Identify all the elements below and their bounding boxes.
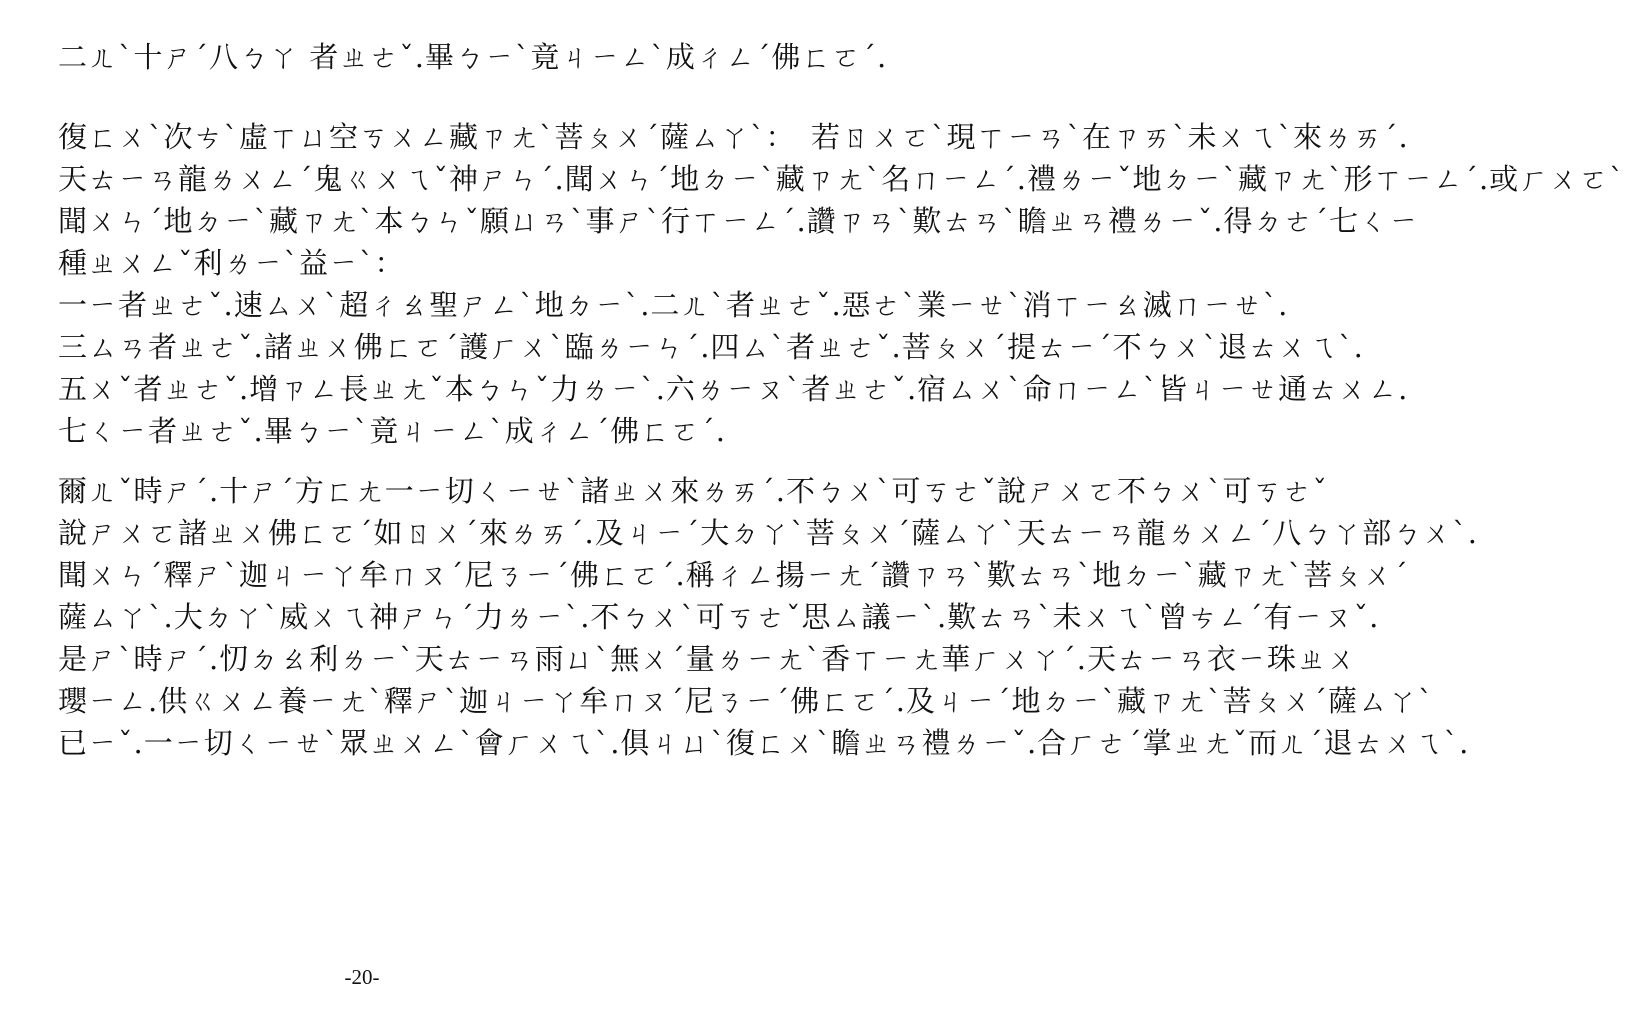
text-line: 復ㄈㄨˋ次ㄘˋ虛ㄒㄩ空ㄎㄨㄥ藏ㄗㄤˋ菩ㄆㄨˊ薩ㄙㄚˋ： 若ㄖㄨㄛˋ現ㄒㄧㄢˋ在ㄗㄞˋ未ㄨㄟˋ來ㄌㄞˊ. <box>58 120 1409 154</box>
text-line: 已ㄧˇ.一ㄧ切ㄑㄧㄝˋ眾ㄓㄨㄥˋ會ㄏㄨㄟˋ.俱ㄐㄩˋ復ㄈㄨˋ瞻ㄓㄢ禮ㄌㄧˇ.合ㄏㄜˊ掌ㄓㄤˇ而ㄦˊ退ㄊㄨㄟˋ. <box>58 726 1470 760</box>
text-line: 七ㄑㄧ者ㄓㄜˇ.畢ㄅㄧˋ竟ㄐㄧㄥˋ成ㄔㄥˊ佛ㄈㄛˊ. <box>58 414 726 448</box>
paragraph-2 <box>58 116 1625 452</box>
text-line: 瓔ㄧㄥ.供ㄍㄨㄥ養ㄧㄤˋ釋ㄕˋ迦ㄐㄧㄚ牟ㄇㄡˊ尼ㄋㄧˊ佛ㄈㄛˊ.及ㄐㄧˊ地ㄉㄧˋ藏ㄗㄤˋ菩ㄆㄨˊ薩ㄙㄚˋ <box>58 684 1434 718</box>
text-line: 是ㄕˋ時ㄕˊ.忉ㄉㄠ利ㄌㄧˋ天ㄊㄧㄢ雨ㄩˋ無ㄨˊ量ㄌㄧㄤˋ香ㄒㄧㄤ華ㄏㄨㄚˊ.天ㄊㄧㄢ衣ㄧ珠ㄓㄨ <box>58 642 1357 676</box>
text-line: 二ㄦˋ十ㄕˊ八ㄅㄚ 者ㄓㄜˇ.畢ㄅㄧˋ竟ㄐㄧㄥˋ成ㄔㄥˊ佛ㄈㄛˊ. <box>58 40 888 74</box>
text-line: 聞ㄨㄣˊ地ㄉㄧˋ藏ㄗㄤˋ本ㄅㄣˇ願ㄩㄢˋ事ㄕˋ行ㄒㄧㄥˊ.讚ㄗㄢˋ歎ㄊㄢˋ瞻ㄓㄢ禮ㄌㄧˇ.得ㄉㄜˊ七ㄑㄧ <box>58 204 1419 238</box>
text-line: 一ㄧ者ㄓㄜˇ.速ㄙㄨˋ超ㄔㄠ聖ㄕㄥˋ地ㄉㄧˋ.二ㄦˋ者ㄓㄜˇ.惡ㄜˋ業ㄧㄝˋ消ㄒㄧㄠ滅ㄇㄧㄝˋ. <box>58 288 1289 322</box>
text-line: 種ㄓㄨㄥˇ利ㄌㄧˋ益ㄧˋ： <box>58 246 405 280</box>
paragraph-1 <box>58 36 888 78</box>
text-line: 薩ㄙㄚˋ.大ㄉㄚˋ威ㄨㄟ神ㄕㄣˊ力ㄌㄧˋ.不ㄅㄨˋ可ㄎㄜˇ思ㄙ議ㄧˋ.歎ㄊㄢˋ未ㄨㄟˋ曾ㄘㄥˊ有ㄧㄡˇ. <box>58 600 1380 634</box>
page-number: -20- <box>344 965 380 989</box>
text-line: 聞ㄨㄣˊ釋ㄕˋ迦ㄐㄧㄚ牟ㄇㄡˊ尼ㄋㄧˊ佛ㄈㄛˊ.稱ㄔㄥ揚ㄧㄤˊ讚ㄗㄢˋ歎ㄊㄢˋ地ㄉㄧˋ藏ㄗㄤˋ菩ㄆㄨˊ <box>58 558 1409 592</box>
text-line: 三ㄙㄢ者ㄓㄜˇ.諸ㄓㄨ佛ㄈㄛˊ護ㄏㄨˋ臨ㄌㄧㄣˊ.四ㄙˋ者ㄓㄜˇ.菩ㄆㄨˊ提ㄊㄧˊ不ㄅㄨˋ退ㄊㄨㄟˋ. <box>58 330 1364 364</box>
text-line: 說ㄕㄨㄛ諸ㄓㄨ佛ㄈㄛˊ如ㄖㄨˊ來ㄌㄞˊ.及ㄐㄧˊ大ㄉㄚˋ菩ㄆㄨˊ薩ㄙㄚˋ天ㄊㄧㄢ龍ㄌㄨㄥˊ八ㄅㄚ部ㄅㄨˋ. <box>58 516 1478 550</box>
text-line: 天ㄊㄧㄢ龍ㄌㄨㄥˊ鬼ㄍㄨㄟˇ神ㄕㄣˊ.聞ㄨㄣˊ地ㄉㄧˋ藏ㄗㄤˋ名ㄇㄧㄥˊ.禮ㄌㄧˇ地ㄉㄧˋ藏ㄗㄤˋ形ㄒㄧㄥˊ.或ㄏㄨㄛˋ <box>58 162 1625 196</box>
paragraph-3 <box>58 470 1478 764</box>
text-line: 爾ㄦˇ時ㄕˊ.十ㄕˊ方ㄈㄤ一ㄧ切ㄑㄧㄝˋ諸ㄓㄨ來ㄌㄞˊ.不ㄅㄨˋ可ㄎㄜˇ說ㄕㄨㄛ不ㄅㄨˋ可ㄎㄜˇ <box>58 474 1328 508</box>
text-line: 五ㄨˇ者ㄓㄜˇ.增ㄗㄥ長ㄓㄤˇ本ㄅㄣˇ力ㄌㄧˋ.六ㄌㄧㄡˋ者ㄓㄜˇ.宿ㄙㄨˋ命ㄇㄧㄥˋ皆ㄐㄧㄝ通ㄊㄨㄥ. <box>58 372 1409 406</box>
